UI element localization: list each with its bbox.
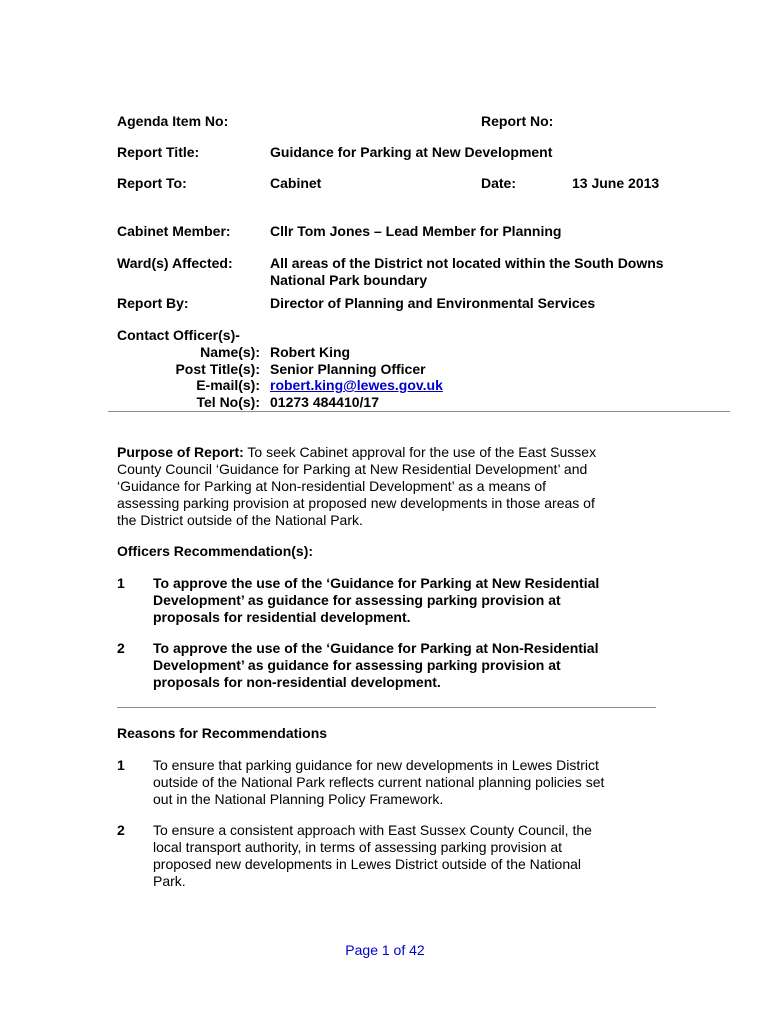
email-label: E-mail(s): [196, 377, 260, 393]
reason-number: 2 [117, 822, 125, 838]
recommendation-line: proposals for non-residential development. [153, 674, 441, 690]
page-number: Page 1 of 42 [345, 942, 425, 958]
reason-line: Park. [153, 873, 186, 889]
reason-line: proposed new developments in Lewes District outside of the National [153, 856, 582, 872]
reason-item [153, 822, 673, 890]
recommendations-heading: Officers Recommendation(s): [117, 543, 314, 559]
purpose-paragraph [117, 444, 662, 529]
recommendation-line: To approve the use of the ‘Guidance for Parking at New Residential [153, 575, 600, 591]
report-by-value: Director of Planning and Environmental Services [270, 295, 596, 311]
email-link[interactable]: robert.king@lewes.gov.uk [270, 377, 443, 393]
reason-line: outside of the National Park reflects current national planning policies set [153, 774, 605, 790]
report-title-label: Report Title: [117, 144, 200, 160]
section-divider [117, 707, 656, 708]
reasons-heading: Reasons for Recommendations [117, 725, 328, 741]
wards-value-line1: All areas of the District not located within the South Downs [270, 255, 664, 271]
date-label: Date: [481, 175, 517, 191]
recommendation-item [153, 575, 673, 626]
recommendation-line: Development’ as guidance for assessing parking provision at [153, 592, 561, 608]
cabinet-member-value: Cllr Tom Jones – Lead Member for Planning [270, 223, 562, 239]
post-title-label: Post Title(s): [175, 361, 260, 377]
report-to-value: Cabinet [270, 175, 322, 191]
contact-officer-label: Contact Officer(s)- [117, 327, 240, 343]
report-to-label: Report To: [117, 175, 187, 191]
report-no-label: Report No: [481, 113, 554, 129]
recommendation-item [153, 640, 673, 691]
purpose-line: To seek Cabinet approval for the use of the East Sussex [243, 444, 597, 460]
date-value: 13 June 2013 [572, 175, 660, 191]
agenda-item-label: Agenda Item No: [117, 113, 229, 129]
header-divider [108, 411, 730, 412]
post-title-value: Senior Planning Officer [270, 361, 426, 377]
report-title-value: Guidance for Parking at New Development [270, 144, 553, 160]
reason-line: To ensure a consistent approach with East Sussex County Council, the [153, 822, 592, 838]
purpose-line: the District outside of the National Park. [117, 512, 363, 528]
recommendation-line: To approve the use of the ‘Guidance for Parking at Non-Residential [153, 640, 599, 656]
recommendation-number: 2 [117, 640, 125, 656]
wards-value-line2: National Park boundary [270, 272, 428, 288]
report-by-label: Report By: [117, 295, 189, 311]
recommendation-line: proposals for residential development. [153, 609, 411, 625]
name-label: Name(s): [200, 344, 260, 360]
wards-label: Ward(s) Affected: [117, 255, 233, 271]
purpose-line: assessing parking provision at proposed new developments in those areas of [117, 495, 595, 511]
reason-item [153, 757, 673, 808]
reason-number: 1 [117, 757, 125, 773]
recommendation-number: 1 [117, 575, 125, 591]
purpose-line: ‘Guidance for Parking at Non-residential Development’ as a means of [117, 478, 547, 494]
cabinet-member-label: Cabinet Member: [117, 223, 231, 239]
tel-value: 01273 484410/17 [270, 394, 379, 410]
purpose-heading: Purpose of Report: [117, 444, 244, 460]
reason-line: local transport authority, in terms of assessing parking provision at [153, 839, 563, 855]
name-value: Robert King [270, 344, 351, 360]
tel-label: Tel No(s): [196, 394, 260, 410]
reason-line: To ensure that parking guidance for new developments in Lewes District [153, 757, 599, 773]
purpose-line: County Council ‘Guidance for Parking at New Residential Development’ and [117, 461, 588, 477]
recommendation-line: Development’ as guidance for assessing parking provision at [153, 657, 561, 673]
reason-line: out in the National Planning Policy Framework. [153, 791, 444, 807]
